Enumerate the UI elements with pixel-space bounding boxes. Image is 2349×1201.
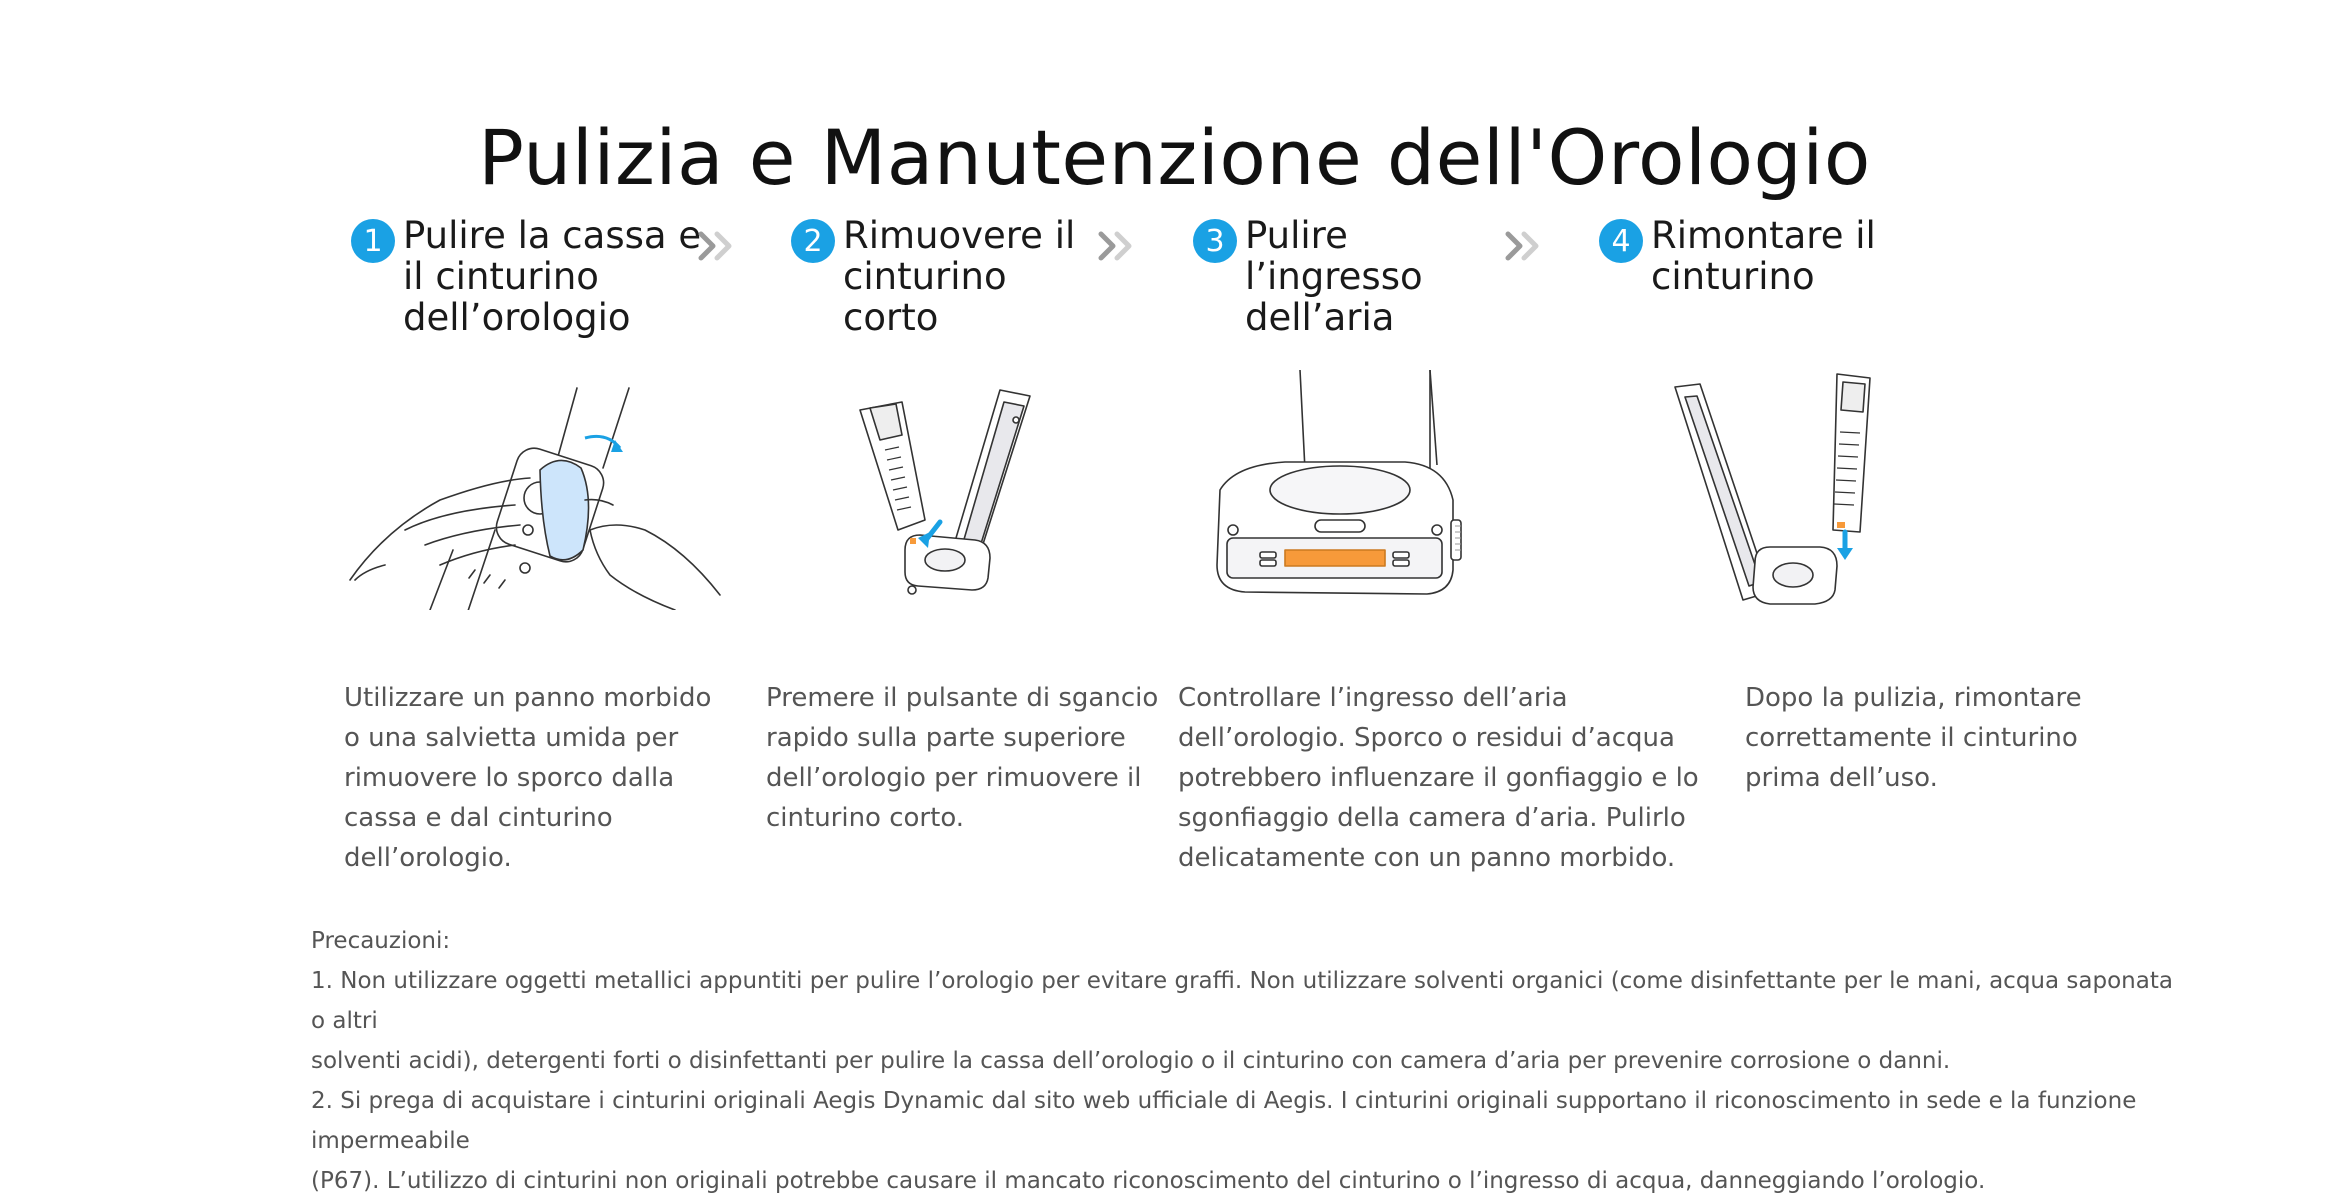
hands-cleaning-watch-illustration (345, 380, 725, 610)
chevron-double-right-icon (1097, 226, 1137, 266)
step-title: Rimuovere il cinturino corto (843, 214, 1076, 339)
step-title: Pulire l’ingresso dell’aria (1245, 214, 1423, 339)
step-2-description: Premere il pulsante di sgancio rapido sulla parte superiore dell’orologio per rimuovere il cinturino corto. (766, 683, 1159, 833)
page-title: Pulizia e Manutenzione dell'Orologio (478, 112, 1871, 202)
step-1-description: Utilizzare un panno morbido o una salvietta umida per rimuovere lo sporco dalla cassa e dal cinturino dell’orologio. (344, 683, 712, 873)
step-3 (1193, 215, 1423, 338)
step-number-badge: 3 (1193, 219, 1237, 263)
chevron-double-right-icon (1504, 226, 1544, 266)
step-title: Rimontare il cinturino (1651, 214, 1876, 298)
step-1 (351, 215, 701, 338)
step-title: Pulire la cassa e il cinturino dell’orologio (403, 214, 702, 339)
precaution-line: 2. Si prega di acquistare i cinturini originali Aegis Dynamic dal sito web ufficiale di Aegis. I cinturini originali supportano il riconoscimento in sede e la funzione impermeabile (311, 1088, 2137, 1154)
chevron-double-right-icon (697, 226, 737, 266)
step-4 (1599, 215, 1876, 297)
step-4-description: Dopo la pulizia, rimontare correttamente il cinturino prima dell’uso. (1745, 683, 2082, 793)
remove-strap-illustration (850, 380, 1050, 610)
step-2 (791, 215, 1075, 338)
precautions (311, 921, 2191, 1201)
precaution-line: 1. Non utilizzare oggetti metallici appuntiti per pulire l’orologio per evitare graffi. Non utilizzare solventi organici (come disinfettante per le mani, acqua saponata o altri (311, 968, 2173, 1034)
step-number-badge: 4 (1599, 219, 1643, 263)
precautions-heading: Precauzioni: (311, 928, 451, 954)
reassemble-strap-illustration (1665, 372, 1895, 622)
precaution-line: (P67). L’utilizzo di cinturini non originali potrebbe causare il mancato riconoscimento del cinturino o l’ingresso di acqua, danneggiando l’orologio. (311, 1168, 1986, 1194)
step-number-badge: 1 (351, 219, 395, 263)
step-3-description: Controllare l’ingresso dell’aria dell’orologio. Sporco o residui d’acqua potrebbero influenzare il gonfiaggio e lo sgonfiaggio della camera d’aria. Pulirlo delicatamente con un panno morbido. (1178, 683, 1699, 873)
precaution-line: solventi acidi), detergenti forti o disinfettanti per pulire la cassa dell’orologio o il cinturino con camera d’aria per prevenire corrosione o danni. (311, 1048, 1951, 1074)
air-inlet-illustration (1205, 370, 1465, 610)
step-number-badge: 2 (791, 219, 835, 263)
